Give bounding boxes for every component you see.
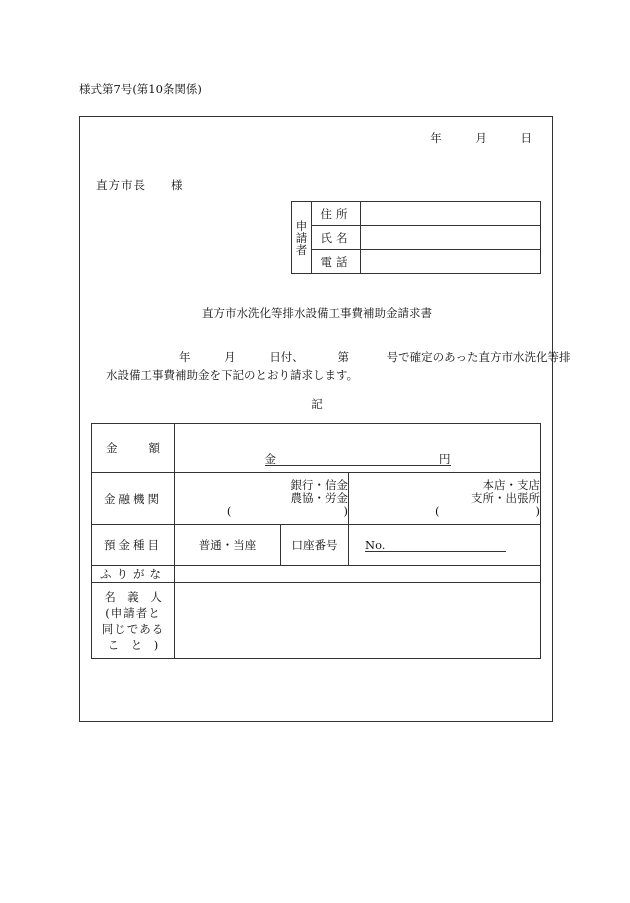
- deposit-type-field[interactable]: 普通・当座: [175, 525, 281, 566]
- body-number-prefix: 第: [337, 350, 349, 364]
- branch-type-2: 支所・出張所: [471, 491, 540, 505]
- amount-field[interactable]: [175, 424, 541, 473]
- account-number-label: 口座番号: [281, 525, 349, 566]
- amount-prefix: 金: [264, 451, 276, 466]
- furigana-label: ふりがな: [92, 566, 175, 583]
- institution-type-2: 農協・労金: [290, 491, 348, 505]
- phone-label: 電話: [312, 250, 361, 274]
- applicant-side-char-1: 申: [295, 218, 308, 233]
- addressee: 直方市長 様: [96, 178, 184, 192]
- address-label: 住所: [312, 202, 361, 226]
- date-month: 月: [475, 131, 487, 145]
- applicant-side-char-2: 請: [295, 230, 308, 245]
- institution-label: 金融機関: [92, 473, 175, 525]
- branch-type-1: 本店・支店: [482, 478, 540, 492]
- name-label: 氏名: [312, 226, 361, 250]
- applicant-side-label: [292, 202, 312, 274]
- body-month: 月: [224, 350, 236, 364]
- branch-type-field[interactable]: 本店・支店 支所・出張所 ( ): [349, 473, 541, 525]
- date-year: 年: [430, 131, 442, 145]
- institution-type-1: 銀行・信金: [290, 478, 348, 492]
- body-line-2: 水設備工事費補助金を下記のとおり請求します。: [106, 368, 359, 382]
- deposit-type-label: 預金種目: [92, 525, 175, 566]
- furigana-field[interactable]: [175, 566, 541, 583]
- account-number-prefix: No.: [365, 538, 386, 552]
- ki-label: 記: [311, 397, 323, 411]
- applicant-side-char-3: 者: [295, 242, 308, 257]
- body-line-1: [179, 349, 571, 365]
- form-number-label: 様式第7号(第10条関係): [79, 82, 202, 96]
- account-number-field[interactable]: [349, 525, 541, 566]
- body-day: 日付、: [269, 350, 304, 364]
- date-day: 日: [520, 131, 532, 145]
- body-number-suffix: 号で確定のあった直方市水洗化等排: [386, 350, 571, 364]
- nominee-label: 名 義 人 (申請者と 同じである こ と ): [92, 583, 175, 659]
- phone-field[interactable]: [361, 250, 541, 274]
- name-field[interactable]: [361, 226, 541, 250]
- body-year: 年: [179, 350, 191, 364]
- amount-label: 金 額: [92, 424, 175, 473]
- nominee-field[interactable]: [175, 583, 541, 659]
- address-field[interactable]: [361, 202, 541, 226]
- amount-suffix: 円: [439, 451, 451, 466]
- institution-type-field[interactable]: 銀行・信金 農協・労金 ( ): [175, 473, 349, 525]
- applicant-table: [291, 201, 541, 274]
- form-frame: [79, 116, 571, 722]
- bank-table: [91, 423, 541, 659]
- date-line: [430, 130, 532, 146]
- document-title: 直方市水洗化等排水設備工事費補助金請求書: [202, 306, 432, 320]
